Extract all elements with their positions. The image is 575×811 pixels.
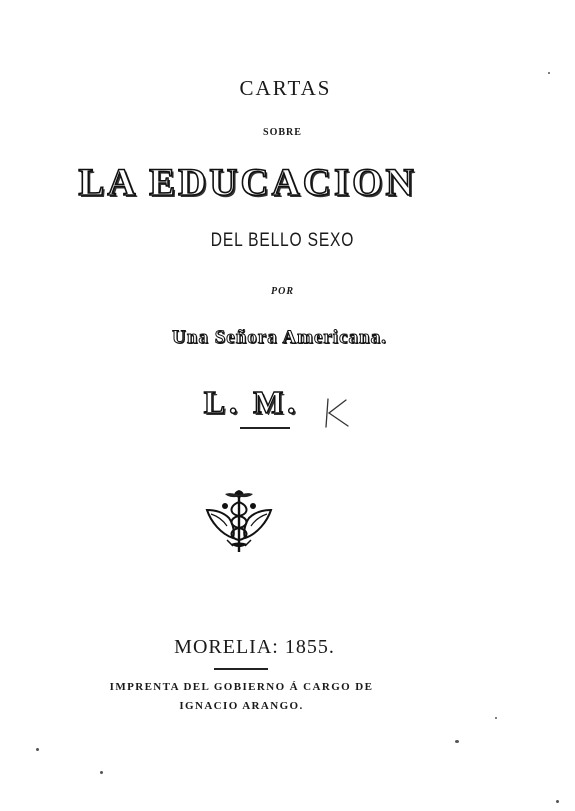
main-title: LA EDUCACION [78,161,417,204]
imprint-rule [214,668,268,670]
paper-speck [548,72,550,74]
initials-underline [240,427,290,429]
heading-sobre: SOBRE [263,127,302,138]
heading-cartas: CARTAS [239,76,332,100]
paper-speck [100,771,103,774]
paper-speck [556,800,559,803]
handwritten-k-mark [320,396,354,430]
imprint-line-1: IMPRENTA DEL GOBIERNO Á CARGO DE [109,681,374,693]
paper-speck [36,748,39,751]
imprint-line-2: IGNACIO ARANGO. [179,700,304,712]
author-initials: L. M. [203,384,300,420]
caduceus-cornucopia-emblem-icon [203,486,275,558]
subtitle: DEL BELLO SEXO [210,230,355,251]
author-line: Una Señora Americana. [172,327,387,348]
byline-por: POR [271,286,294,297]
paper-speck [455,740,459,743]
place-and-date: MORELIA: 1855. [174,636,335,658]
paper-speck [495,717,497,719]
